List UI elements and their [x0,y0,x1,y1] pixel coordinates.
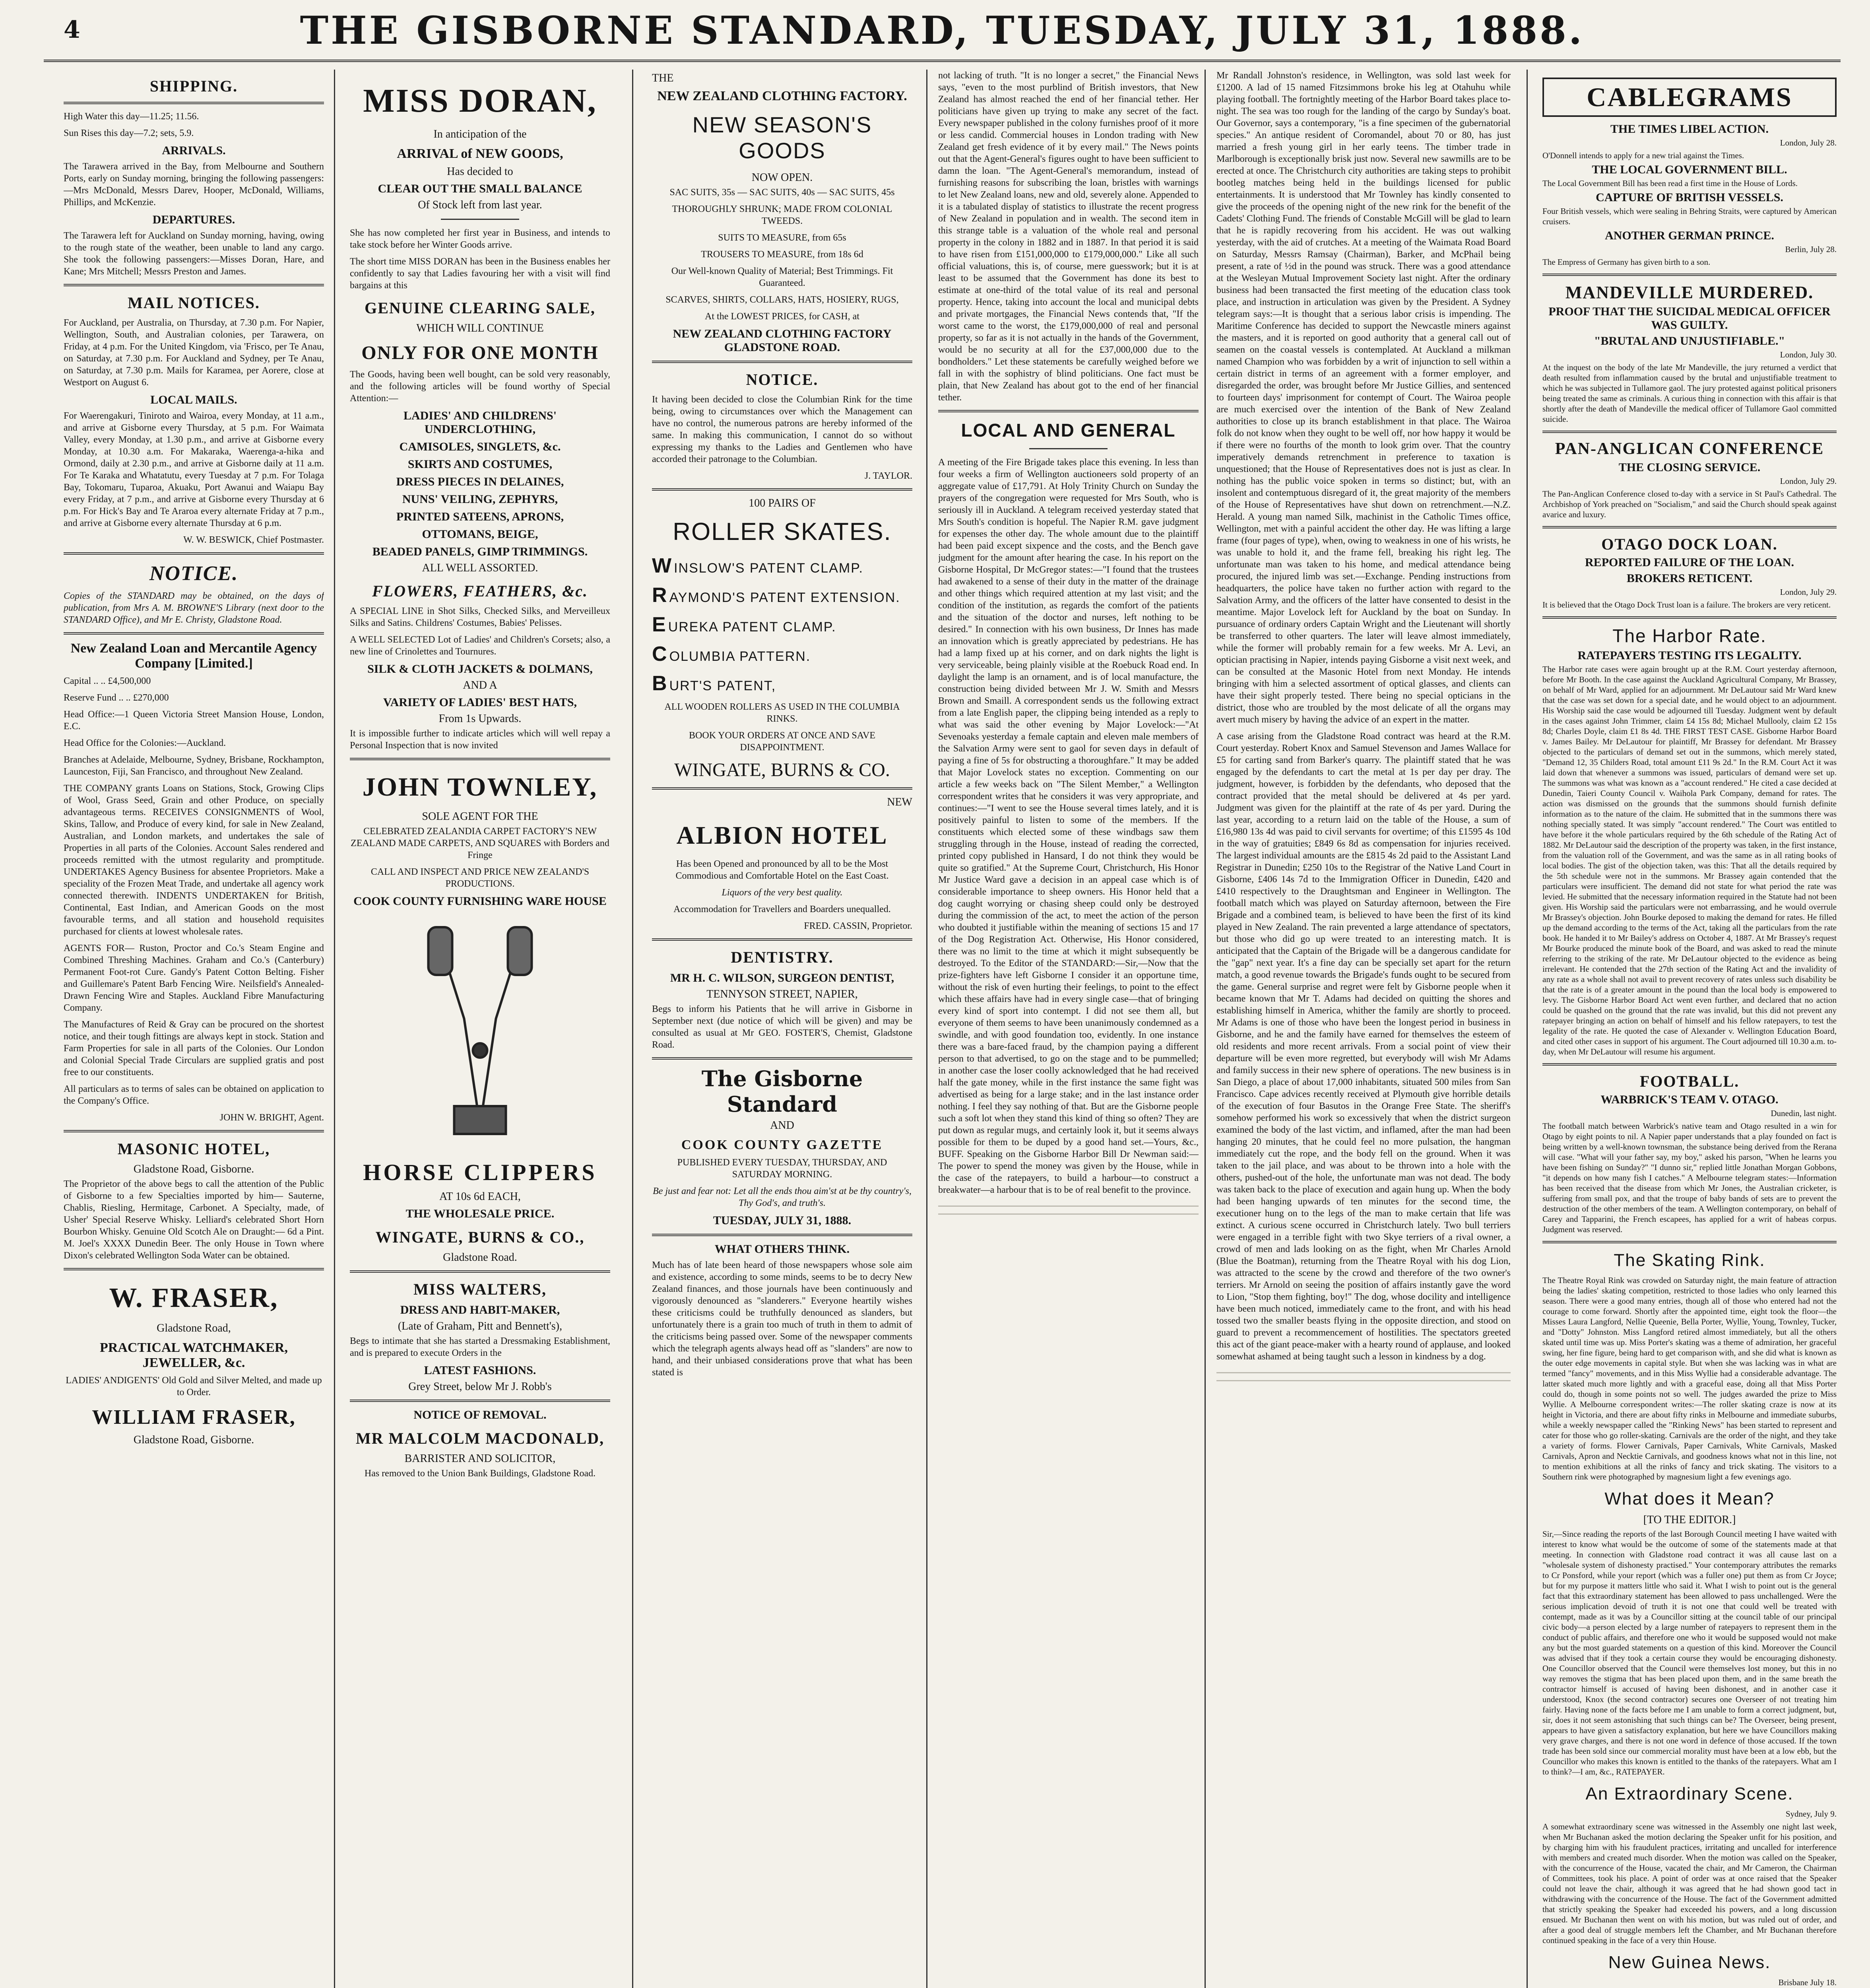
clipper-grip-right [508,927,532,975]
masonic-text: The Proprietor of the above begs to call the attention of the Public of Gisborne to a few Specialties imported by him— Sauterne, Chablis, Riesling, Hermitage, Carbonet. A Specialty, made, of Usher' Special Reserve Whisky. Lelliard's celebrated Short Horn Bourbon Whisky. Genuine Old Scotch Ale on Draught:— 6d a Pint. M. Joel's XXXX Dunedin Beer. The only House in Town where Dixon's celebrated Wellington Soda Water can be obtained. [64,1179,324,1261]
divider [64,632,324,635]
guinea-dateline: Brisbane July 18. [1778,1978,1837,1987]
doran-clear: CLEAR OUT THE SMALL BALANCE [378,182,582,195]
nzcf-the: THE [652,72,674,84]
notice-text: Copies of the STANDARD may be obtained, on the days of publication, from Mrs A. M. BROWNE'S Library (next door to the STANDARD Office), and Mr E. Christy, Gladstone Road. [64,591,324,625]
goods-item: CAMISOLES, SINGLETS, &c. [399,440,561,453]
text-continuation [938,1201,1199,1217]
macdonald-heading: MR MALCOLM MACDONALD, [355,1429,605,1447]
dentist-text: Begs to inform his Patients that he will arrive in Gisborne in September next (due notice of which will be given) and may be consulted as usual at Mr GEO. FOSTER'S, Chemist, Gladstone Road. [652,1004,912,1050]
clipper-grip-left [429,927,452,975]
walters-trade: DRESS AND HABIT-MAKER, [400,1303,560,1316]
extraordinary-dateline: Sydney, July 9. [1785,1809,1837,1819]
mean-heading: What does it Mean? [1604,1489,1775,1508]
from-price: From 1s Upwards. [438,712,522,725]
walters-fashions: LATEST FASHIONS. [424,1364,536,1377]
townley-call: CALL AND INSPECT AND PRICE NEW ZEALAND'S PRODUCTIONS. [371,867,590,889]
nzl-heading: New Zealand Loan and Mercantile Agency Company [Limited.] [70,641,317,671]
nzl-head-office: Head Office:—1 Queen Victoria Street Mansion House, London, E.C. [64,709,324,732]
dentistry-heading: DENTISTRY. [731,948,834,966]
nzl-capital: Capital .. .. £4,500,000 [64,676,151,686]
townley-heading: JOHN TOWNLEY, [362,773,598,802]
mandeville-text: At the inquest on the body of the late Mr Mandeville, the jury returned a verdict that death resulted from inflammation caused by the brutal and unjustifiable treatment to which he was subjected in Tullamore gaol. The jury protested against political prisoners being treated the same as criminals. A curious thing in connection with this affair is that shortly after the death of Mandeville the medical officer of Tullamore Gaol committed suicide. [1542,363,1837,424]
local-items-b: A case arising from the Gladstone Road contract was heard at the R.M. Court yesterday. Robert Knox and Samuel Stevenson and James Wallace for £5 for carting sand from Barker's quarry. The plaintiff stated that he was engaged by the defendants to cart the metal at 1s per day per dray. The judgment, however, is forbidden by the defendants, who deposed that the contract provided that the metal should be delivered at 4s per yard. Judgment was given for the plaintiff at the rate of 4s per yard. During the last year, according to a return laid on the table of the House, a sum of £16,980 13s 4d was paid to civil servants for overtime; of this £1595 4s 10d in the way of gratuities; £849 6s 8d as compensation for injuries received. The largest individual amounts are the £815 4s 2d paid to the Assistant Land Registrar in Dunedin; £250 10s to the Registrar of the Native Land Court in Gisborne, £406 14s 7d to the Immigration Officer in Dunedin, £420 and £410 respectively to the Draughtsman and Engineer in Wellington. The football match which was played on Saturday afternoon, between the Fire Brigade and a combined team, is believed to have been the first of its kind played in New Zealand. The rain prevented a large attendance of spectators, but those who did go up were treated to an interesting match. It is anticipated that the Captain of the Brigade will be a dangerous candidate for the "gap" next year. It's a fine day can be specially set apart for the return match, a good revenue towards the Brigade's funds ought to be secured from the game. General surprise and regret were felt by Gisborne people when it became known that Mr T. Adams had decided on quitting the shores and establishing himself in America, whither the family are shortly to proceed. Mr Adams is one of those who have been the longest period in business in Gisborne, and he and the family have earned for themselves the esteem of old residents and more recent arrivals. From a social point of view their departure will be even more regretted, but everybody will wish Mr Adams and family success in their new sphere of operations. The new business is in San Diego, a place of about 17,000 inhabitants, situated 500 miles from San Francisco. Cape advices recently received at Plymouth give horrible details of the execution of four Basutos in the Orange Free State. The sheriff's somehow performed his work so excessively that when the district surgeon examined the body of the last victim, and inflamed, after the man had been hanging 20 minutes, that he could feel no more pulsation, the hangman immediately cut the rope, and the body fell on the ground. When it was taken to the jail place, and was about to be thrown into a hole with the others, pushed-out of the hole, the unfortunate man was not dead. The body was taken back to the place of execution and again hung up. When the body had been hanging upwards of ten minutes for the second time, the executioner hung on to the legs of the man to make certain that life was extinct. A curious scene occurred in Christchurch lately. Two bull terriers were engaged in a terrible fight with two Skye terriers of a rival owner, a crowd of men and lads looking on as the fight, when Mr Charles Arnold (Blue the Boatman), returning from the Theatre Royal with his dog Lion, was attracted to the scene by the crowd and therefore of the two owner's terriers. Mr Arnold on seeing the position of affairs instantly gave the word to Lion, "Stop them fighting, boy!" The dog, whose docility and intelligence have been much noticed, immediately came to the front, and with his head tossed two the smaller beasts flying in the opposite direction, and stood on guard to prevent a recommencement of hostilities. The spectators greeted this act of the giant peace-maker with a hearty round of applause, and looked somewhat ashamed at being taught such a lesson in kindness by a dog. [1216,731,1511,1362]
nzl-colonies-office: Head Office for the Colonies:—Auckland. [64,738,226,748]
masonic-sub: Gladstone Road, Gisborne. [133,1163,254,1175]
skate-label: INSLOW'S PATENT CLAMP. [674,561,863,576]
albion-liquors: Liquors of the very best quality. [722,887,843,898]
divider [64,552,324,555]
column-local-continued [1216,70,1511,1988]
wingate-heading: WINGATE, BURNS & CO., [375,1228,585,1246]
divider [1542,526,1837,528]
skate-type [652,672,912,695]
variety-heading: VARIETY OF LADIES' BEST HATS, [383,696,577,709]
roller-skates-heading: ROLLER SKATES. [673,518,892,546]
doran-heading: MISS DORAN, [363,82,597,119]
departures-text: The Tarawera left for Auckland on Sunday morning, having, owing to the rough state of the weather, been unable to land any cargo. She took the following passengers:—Misses Doran, Hare, and Kane; Mrs Mitchell; Messrs Preston and James. [64,231,324,277]
albion-accommodation: Accommodation for Travellers and Boarders unequalled. [673,904,891,914]
fraser-heading: W. FRASER, [109,1283,279,1313]
divider [350,1270,610,1273]
divider [1029,448,1108,449]
skate-label: AYMOND'S PATENT EXTENSION. [669,590,900,605]
column-advertisements-b [652,70,912,1988]
doran-arrival: ARRIVAL of NEW GOODS, [397,146,563,161]
divider [1542,616,1837,619]
skate-initial: B [652,672,668,695]
doran-decided: Has decided to [447,165,513,178]
wellknown-quality: Our Well-known Quality of Material; Best Trimmings. Fit Guaranteed. [671,266,893,288]
mean-text: Sir,—Since reading the reports of the last Borough Council meeting I have waited with interest to know what would be the outcome of some of the statements made at that meeting. In connection with Gladstone road contract it was all cause last on a "wholesale system of dishonesty practised." Your contemporary attributes the remarks to Cr Ponsford, while your report (which was a fuller one) put them as from Cr Joyce; but for my purpose it matters little who said it. What I wish to point out is the general fact that this extraordinary statement has been allowed to pass unchallenged. Were the serious implication devoid of truth it is not one that could well be treated with contempt, made as it was by a Councillor sitting at the council table of our principal civic body—a person elected by a large number of ratepayers to represent them in the conduct of public affairs, and therefore one who it would be supposed would not make any but the most guarded statements on a question of this kind. Moreover the Council was advised that if they took a certain course they would be encouraging dishonesty. One Councillor observed that the Council were themselves lost money, but this in no way removes the stigma that has been placed upon them, and in the same breath the contractor himself is accused of having been dishonest, and in another case it understood, Knox (the second contractor) secures one Overseer of not treating him fairly. Having none of the facts before me I am unable to form a correct judgment, but, sir, does it not seem astonishing that such things can be? The Overseer, being present, appears to have given a satisfactory explanation, but here we have Councillors making very grave charges, and there is not one word in defence of those accused. If the town trade has been sold since our commercial morality must have been at a low ebb, but the Councillor who makes this known is entitled to the thanks of the ratepayers. What am I to think?—I am, &c., RATEPAYER. [1542,1529,1837,1776]
albion-signoff: FRED. CASSIN, Proprietor. [804,921,912,931]
macdonald-trade: BARRISTER AND SOLICITOR, [404,1452,556,1465]
removal-heading: NOTICE OF REMOVAL. [413,1408,547,1421]
all-well: ALL WELL ASSORTED. [422,562,538,574]
goods-item: PRINTED SATEENS, APRONS, [396,510,564,523]
rink-text: The Theatre Royal Rink was crowded on Saturday night, the main feature of attraction being the ladies' skating competition, restricted to those ladies who only learned this season. There were a good many entries, though all of those who entered had not the courage to come forward. Shortly after the appointed time, eight took the floor—the Misses Laura Langford, Nellie Queenie, Bella Porter, Wyllie, Young, Townley, Tucker, and "Dotty" Johnston. Miss Langford retired almost immediately, but all the others skated until time was up. Miss Porter's skating was a theme of admiration, her graceful swing, her fine figure, being hard to get comparison with, and she did what is known as the outer edge movements in capital style. But when she was lacking was in what are termed "fancy" movements, and in this Miss Wyllie had a considerable advantage. The latter skated much more lightly and with a graceful ease, doing all that Miss Porter could do, though in some points not so well. The judges awarded the prize to Miss Wyllie. A Melbourne correspondent writes:—The roller skating craze is now at its height in Victoria, and there are about fifty rinks in Melbourne and immediate suburbs, while a weekly newspaper called the "Rinking News" has been started to represent and cater for those who go roller-skating. Carnivals are the order of the night, and they take a variety of forms. Flower Carnivals, Paper Carnivals, White Carnivals, Masked Carnivals, Apron and Necktie Carnivals, and goodness knows what not in this line, not to mention exhibitions at all the rinks of fancy and trick skating. The visitors to a Southern rink were photographed by magnesium light a few evenings ago. [1542,1276,1837,1481]
skate-initial: C [652,643,668,666]
goods-item: NUNS' VEILING, ZEPHYRS, [402,493,558,506]
column-cablegrams [1542,70,1837,1988]
football-sub: WARBRICK'S TEAM V. OTAGO. [1600,1093,1779,1106]
townley-depot: COOK COUNTY FURNISHING WARE HOUSE [353,895,607,908]
paper-nameplate: The Gisborne Standard [701,1066,863,1117]
otago-dateline: London, July 29. [1780,587,1837,597]
clipper-pivot [473,1043,487,1058]
libel-heading: THE TIMES LIBEL ACTION. [1610,122,1769,136]
albion-text: Has been Opened and pronounced by all to be the Most Commodious and Comfortable Hotel on the East Coast. [675,859,889,881]
albion-heading: ALBION HOTEL [676,821,888,849]
skate-initial: W [652,554,673,577]
shrunk-note: THOROUGHLY SHRUNK; MADE FROM COLONIAL TWEEDS. [672,204,892,226]
rink-heading: The Skating Rink. [1614,1250,1765,1270]
shipping-heading: SHIPPING. [149,77,238,95]
anglican-dateline: London, July 29. [1780,476,1837,486]
mail-text: For Auckland, per Australia, on Thursday, at 7.30 p.m. For Napier, Wellington, South, and Australian colonies, per Tarawera, on Friday, at 4 p.m. For the United Kingdom, via 'Frisco, per Te Anau, on Saturday, at 7.30 p.m. For Auckland and Sydney, per Te Anau, on Saturday, at 7.30 p.m. Mails for Karamea, per Aorere, close at Westport on August 6. [64,318,324,388]
book-orders: BOOK YOUR ORDERS AT ONCE AND SAVE DISAPPOINTMENT. [689,730,875,753]
masonic-heading: MASONIC HOTEL, [117,1140,270,1158]
walters-text: Begs to intimate that she has started a Dressmaking Establishment, and is prepared to execute Orders in the [350,1336,610,1358]
lgb-heading: THE LOCAL GOVERNMENT BILL. [1592,163,1787,176]
text-continuation [1216,1367,1511,1383]
clippers-price: AT 10s 6d EACH, [439,1190,521,1203]
divider [350,758,610,760]
harbor-sub: RATEPAYERS TESTING ITS LEGALITY. [1577,649,1802,662]
nzcf-address: NEW ZEALAND CLOTHING FACTORY GLADSTONE ROAD. [673,327,892,354]
otago-text: It is believed that the Otago Dock Trust loan is a failure. The brokers are very reticent. [1542,600,1831,610]
pairs-label: 100 PAIRS OF [749,497,816,509]
anglican-text: The Pan-Anglican Conference closed to-day with a service in St Paul's Cathedral. The Archbishop of York preached on "Socialism," and said the Church should speak against avarice and luxury. [1542,489,1837,519]
townley-agent: SOLE AGENT FOR THE [422,810,538,823]
impossible-text: It is impossible further to indicate articles which will well repay a Personal Inspection that is now invited [350,728,610,751]
dentist-name: MR H. C. WILSON, SURGEON DENTIST, [670,971,894,984]
column-rule [1527,70,1528,1988]
anglican-sub: THE CLOSING SERVICE. [1618,461,1761,474]
harbor-text: The Harbor rate cases were again brought up at the R.M. Court yesterday afternoon, before Mr Booth. In the case against the Auckland Agricultural Company, Mr Brassey, on behalf of Mr Ward, applied for an adjournment. Mr DeLautour said Mr Ward knew that the case was set down for a special date, and he would object to an adjournment. His Worship said the case would be adjourned till Tuesday. Judgment went by default in the cases against John Trimmer, claim £4 15s 8d; Michael Mullooly, claim £2 15s 8d; Charles Doyle, claim £1 8s 4d. THE FIRST TEST CASE. Gisborne Harbor Board v. James Bailey. Mr DeLautour for plaintiff, Mr Brassey for defendant. Mr Brassey objected to the particulars of demand set out in the summons, which merely stated, "Demand 12, 35 Childers Road, total amount £11 9s 2d." In the R.M. Court Act it was laid down that whenever a summons was issued, particulars of demand were set up. The summons was what was known as a "account rendered." He cited a case decided at Dunedin, Taieri County Council v. Waihola Park Company, demand for rates. The action was dismissed on the grounds that the summons should furnish definite information as to the nature of the claim. He submitted that in the summons there was nothing specially stated. It was simply "account rendered." The Court was entitled to have before it the whole particulars required by the 6th schedule of the Rating Act of 1882. Mr DeLautour said the description of the property was taken, in the first instance, from the valuation roll of the Government, and was the same as in all rating books of local bodies. The gist of the objection taken, was this: That all the details required by the 5th schedule were not in the summons. Mr Brassey again contended that the particulars were insufficient. The demand did not state for what period the rate was levied. He submitted that the necessary information required in the Statute had not been given. His Worship said the particulars were not embarrassing, and he would overrule Mr Brassey's objection. John Bourke deposed to making the demand for rates. He filled up the demand according to the terms of the Act, taking all the particulars from the rate book. He handed it to Mr Bailey's address on October 4, 1887. At Mr Brassey's request Mr Bourke produced the minute book of the Board, and was asked to read the minute referring to the striking of the rate. Mr DeLautour objected to the evidence as being irrelevant. He contended that the 27th section of the Rating Act and the invalidity of any rate as a whole shall not avail to prevent recovery of rates unless such disability be that the rate is of a greater amount in the pound than the local body is empowered to levy. The Gisborne Harbor Board Act went even further, and declared that no action could be quashed on the ground that the rate was invalid, but this did not prevent any ratepayer bringing an action on behalf of himself and his fellow ratepayers, to test the legality of the rate. He quoted the case of Alexander v. Wellington Education Board, and cited other cases in support of his argument. The Court adjourned till 10.30 a.m. to-day, when Mr DeLautour will resume his argument. [1542,664,1837,1056]
goods-item: OTTOMANS, BEIGE, [422,528,538,541]
albion-new: NEW [887,796,912,808]
divider [652,787,912,790]
nzl-reserve: Reserve Fund .. .. £270,000 [64,693,169,703]
nzl-manufactures: The Manufactures of Reid & Gray can be procured on the shortest notice, and their tough fittings are always kept in stock. Station and Farm Properties for sale in all parts of the Colonies. Our London and Colonial Special Trade Circulars are supplied gratis and post free to our constituents. [64,1019,324,1077]
divider [938,410,1199,412]
column-shipping-notices [64,70,324,1988]
skate-type [652,583,912,607]
divider [64,284,324,286]
clearing-sale: GENUINE CLEARING SALE, [365,299,596,317]
new-season-heading: NEW SEASON'S GOODS [692,112,872,163]
divider [64,1130,324,1132]
divider [1542,1241,1837,1243]
prince-text: The Empress of Germany has given birth to a son. [1542,257,1711,267]
suits-line: SAC SUITS, 35s — SAC SUITS, 40s — SAC SUITS, 45s [669,187,895,198]
nzcf-name: NEW ZEALAND CLOTHING FACTORY. [657,89,907,103]
flowers-heading: FLOWERS, FEATHERS, &c. [372,582,588,600]
mandeville-sub: PROOF THAT THE SUICIDAL MEDICAL OFFICER WAS GUILTY. [1548,305,1831,332]
goods-item: BEADED PANELS, GIMP TRIMMINGS. [372,545,588,558]
goods-list: SCARVES, SHIRTS, COLLARS, HATS, HOSIERY, RUGS, [665,295,899,305]
column-editorial-local [938,70,1199,1988]
mandeville-dateline: London, July 30. [1780,350,1837,359]
column-advertisements-a [350,70,610,1988]
arrivals-heading: ARRIVALS. [162,144,226,157]
mail-notices-heading: MAIL NOTICES. [128,294,260,312]
clipper-blade-head [454,1106,506,1134]
otago-sub: REPORTED FAILURE OF THE LOAN. [1585,556,1794,569]
divider [652,938,912,941]
divider [1542,1063,1837,1066]
divider [441,219,519,220]
divider [64,102,324,104]
clippers-wholesale: THE WHOLESALE PRICE. [405,1207,555,1220]
continue-label: WHICH WILL CONTINUE [416,322,544,334]
prince-heading: ANOTHER GERMAN PRINCE. [1605,229,1774,242]
sun-times: Sun Rises this day—7.2; sets, 5.9. [64,128,194,138]
lowest-prices: At the LOWEST PRICES, for CASH, at [705,311,859,322]
column-rule [334,70,335,1988]
newspaper-title: THE GISBORNE STANDARD, TUESDAY, JULY 31, 1888. [300,8,1585,53]
divider [652,488,912,491]
one-month: ONLY FOR ONE MONTH [361,342,599,363]
divider [652,1057,912,1060]
goods-item: SKIRTS AND COSTUMES, [407,458,553,471]
divider [652,361,912,363]
fraser-trade: PRACTICAL WATCHMAKER, JEWELLER, &c. [100,1340,288,1370]
wingate-address: Gladstone Road. [443,1251,517,1264]
goods-item: LADIES' AND CHILDRENS' UNDERCLOTHING, [403,409,557,436]
capture-heading: CAPTURE OF BRITISH VESSELS. [1596,191,1783,204]
skate-initial: E [652,613,667,636]
skate-type [652,554,912,578]
fraser-address: Gladstone Road, Gisborne. [133,1434,254,1446]
skate-type [652,613,912,637]
extraordinary-heading: An Extraordinary Scene. [1585,1784,1794,1804]
all-wooden: ALL WOODEN ROLLERS AS USED IN THE COLUMBIA RINKS. [664,702,900,724]
mail-signoff: W. W. BESWICK, Chief Postmaster. [183,535,324,545]
local-items-a: Mr Randall Johnston's residence, in Wellington, was sold last week for £1200. A lad of 15 named Fitzsimmons broke his leg at Otahuhu while playing football. The fortnightly meeting of the Harbor Board takes place to-night. The sea was too rough for the landing of the cargo by Sunday's boat. Our Governor, says a contemporary, "is a fine specimen of the gubernatorial species." An antique resident of Coromandel, about 70 or 80, has just married a fresh young girl in her early teens. The timber trade in Marlborough is exceptionally brisk just now. Several new sawmills are to be erected at once. The Christchurch city authorities are taking steps to prohibit bootleg matches being held in the buildings licensed for public entertainments. It is understood that Mr Townley has kindly consented to give the proceeds of the opening night of the new rink for the benefit of the Cadets' Clothing Fund. The friends of Constable McGill will be glad to learn that he is rapidly recovering from his accident. He was out walking yesterday, with the aid of crutches. At a meeting of the Waimata Road Board on Saturday, Messrs Ramsay (Chairman), Barker, and McPhail being present, a rate of ½d in the pound was struck. There was a good attendance at the Wesleyan Mutual Improvement Society last night. After the ordinary business had been transacted the first meeting of the education class took place, and instruction in articulation was given by the President. A Sydney telegram says:—It is thought that a serious labor crisis is impending. The Maritime Conference has decided to support the Newcastle miners against the masters, and it is reported on good authority that a general call out of seamen on the coastal vessels is contemplated. At Auckland a milkman named Champion who was forbidden by a writ of injunction to sell within a certain district in terms of an agreement with a former employer, and disregarded the order, was brought before Mr Justice Gillies, and sentenced to fourteen days' imprisonment for contempt of Court. The Wairoa people are much exercised over the intention of the Bank of New Zealand authorities to close up its branch establishment in that place. The Wairoa folk do not know when they ought to be well off, nor how happy it would be if there were no fourths of the month to look grim over. That the country imperatively demands retrenchment in preference to taxation is unquestioned; that the House of Representatives does not is just as clear. In nothing has the public voice spoken in terms so distinct; but, with an insolent and contemptuous disregard of it, the great majority of the members of the House of Representatives have shut down on retrenchment.—N.Z. Herald. A young man named Silk, machinist in the Catholic Times office, Wellington, met with a painful accident the other day. He was lifting a large frame (four pages of type), when, owing to weakness in one of his wrists, he was unable to hold it, and the frame fell, breaking his right leg. The unfortunate man was taken to his home, and medical attendance being procured, the injured limb was set.—Exchange. Pending instructions from headquarters, the police have taken no further action with regard to the Salvation Army, and the officers of the latter have consented to desist in the meantime. Major Lovelock left for Auckland by the boat on Sunday. In pursuance of ordinary orders Captain Wright and the Lieutenant will shortly be transferred to other quarters. The later will leave almost immediately, while the former will probably remain for a few weeks. Mr A. Levi, an optician practising in Napier, intends paying Gisborne a visit next week, and can be consulted at the Masonic Hotel from next Monday. He intends bringing with him a selected assortment of optical glasses, and clients can have their sight properly tested. There being no special opticians in the district, those who are troubled by the most delicate of all the organs may avert much misery by having the advice of an expert in the matter. [1216,70,1511,725]
extraordinary-text: A somewhat extraordinary scene was witnessed in the Assembly one night last week, when Mr Buchanan asked the motion declaring the Speaker unfit for his position, and by charging him with his fraudulent practices, irritating and uncalled for interference with members and created much disorder. When the motion was called on the Speaker, with the concurrence of the House, vacated the chair, and Mr Cameron, the Chairman of Committees, took his place. A point of order was at once raised that the Speaker could not leave the chair, although it was agreed that he had shown good tact in withdrawing with the concurrence of the House. The fact of the Government admitted that strictly speaking the Speaker had exceeded his powers, and a long discussion ensued. Mr Buchanan then went on with his motion, but was ruled out of order, and after a good deal of struggle members left the Chamber, and Mr Buchanan therefore continued speaking in the face of a very thin House. [1542,1822,1837,1945]
libel-text: O'Donnell intends to apply for a new trial against the Times. [1542,151,1744,160]
skate-label: URT'S PATENT, [669,678,776,693]
divider [1542,274,1837,276]
mandeville-heading: MANDEVILLE MURDERED. [1565,283,1814,302]
wingate-burns: WINGATE, BURNS & CO. [674,759,890,780]
editorial-text: Much has of late been heard of those newspapers whose sole aim and existence, according to some minds, seems to be to decry New Zealand finances, and those journals have been continuously and vigorously denounced as "slanderers." Everyone heartily wishes these criticisms could be truthfully denounced as slanders, but unfortunately there is a grain too much of truth in them to admit of the criticisms being passed over. Some of the newspaper comments which the telegraph agents always head off as "slanders" are now to hand, and their unbiased considerations prove that what has been stated is [652,1260,912,1378]
football-heading: FOOTBALL. [1639,1072,1740,1090]
divider [1542,431,1837,433]
guinea-heading: New Guinea News. [1608,1953,1771,1972]
anglican-heading: PAN-ANGLICAN CONFERENCE [1555,440,1824,458]
rink-notice-heading: NOTICE. [746,371,819,388]
paper-motto: Be just and fear not: Let all the ends thou aim'st at be thy country's, Thy God's, and truth's. [653,1186,912,1208]
silk-and: AND A [463,679,497,691]
column-rule [1205,70,1206,1988]
walters-late: (Late of Graham, Pitt and Bennett's), [398,1320,563,1332]
macdonald-text: Has removed to the Union Bank Buildings, Gladstone Road. [364,1468,596,1479]
walters-address: Grey Street, below Mr J. Robb's [408,1380,552,1393]
nzl-branches: Branches at Adelaide, Melbourne, Sydney, Brisbane, Rockhampton, Launceston, Fiji, San Francisco, and throughout New Zealand. [64,755,324,777]
nzl-text: THE COMPANY grants Loans on Stations, Stock, Growing Clips of Wool, Grass Seed, Grain and other Produce, on specially advantageous terms. RECEIVES CONSIGNMENTS of Wool, Skins, Tallow, and Produce of every kind, for sale in New Zealand, Australian, and London markets, and undertakes the sale of Properties in all parts of the Colonies. Account Sales rendered and proceeds remitted with the utmost regularity and promptitude. UNDERTAKES Agency Business for absentee Proprietors. Make a speciality of the Frozen Meat Trade, and undertake all agency work connected therewith. INDENTS UNDERTAKEN for British, Continental, East Indian, and American Goods on the most favourable terms, and all station and household requisites purchased for clients at lowest wholesale rates. [64,783,324,937]
prince-dateline: Berlin, July 28. [1785,245,1837,254]
doran-stock: Of Stock left from last year. [418,199,542,211]
mean-sub: [TO THE EDITOR.] [1643,1514,1736,1526]
page-number: 4 [64,16,80,44]
nzl-consignment: All particulars as to terms of sales can be obtained on application to the Company's Office. [64,1084,324,1106]
skate-initial: R [652,584,668,607]
fraser-signoff: WILLIAM FRASER, [92,1406,296,1429]
fraser-text: LADIES' ANDIGENTS' Old Gold and Silver Melted, and made up to Order. [66,1375,322,1398]
doran-text: She has now completed her first year in Business, and intends to take stock before her Winter Goods arrive. [350,228,610,250]
paper-subtitle: COOK COUNTY GAZETTE [681,1138,883,1152]
walters-heading: MISS WALTERS, [413,1280,547,1298]
dentist-street: TENNYSON STREET, NAPIER, [706,988,858,1000]
divider [652,1234,912,1236]
fraser-sub: Gladstone Road, [157,1322,231,1334]
skate-type [652,642,912,666]
doran-intro: In anticipation of the [433,128,527,140]
local-general-text: A meeting of the Fire Brigade takes place this evening. In less than four weeks a firm of Wellington auctioneers sold property of an aggregate value of £17,791. At Holy Trinity Church on Sunday the prayers of the congregation were requested for Mrs South, who is seriously ill in Auckland. A telegram received yesterday stated that Mrs South's condition is hopeful. The Napier R.M. gave judgment for expenses the other day. The whole amount due to the plaintiff had been paid except sixpence and the costs, and the Bench gave judgment for the amount after hearing the case. In his report on the Gisborne Hospital, Dr McGregor states:—"I found that the trustees had awakened to a sense of their duty in the matter of the drainage and other things which required attention at my last visit; and the condition of the institution, as regards the comfort of the patients and the situation of the doctor and nurses, left nothing to be desired." In connection with his own business, Dr Innes has made an innovation which is greatly appreciated by pedestrians. He has had a lamp fixed up at his corner, and on dark nights the light is very serviceable, being plainly visible at the Roebuck Road end. In daylight the lamp is an ornament, and is of local manufacture, the construction being divided between Mr J. W. Smith and Messrs Brown and Smaill. A correspondent sends us the following extract from a late English paper, the clipping being intended as a reply to what was said the other evening by Major Lovelock:—"At Sevenoaks yesterday a female captain and eleven male members of the Salvation Army were sent to gaol for seven days in default of paying a fine of 5s for obstructing a thoroughfare." It may be added that Major Lovelock states no exception. Commenting on our article a few weeks back on "The Silent Member," a Wellington correspondent writes that he considers it was very appropriate, and continues:—"I went to see the House several times lately, and it is positively painful to listen to some of the members. If the constituents which elected some of these windbags saw them struggling through in the House, instead of reading the corrected, printed copy published in Hansard, I do not think they would be quite so gratified." At the Supreme Court, Christchurch, His Honor Mr Justice Ward gave a decision in an appeal case which is of considerable importance to sheep owners. His Honor held that a dog caught worrying or chasing sheep could only be destroyed during the commission of the act, to meet the action of the person who doubted it justifiable within the meaning of sections 15 and 17 of the Dog Registration Act. Otherwise, His Honor considered, there was no limit to the time at which it might subsequently be destroyed. To the Editor of the STANDARD:—Sir,—Now that the prize-fighters have left Gisborne I consider it an opportune time, without the risk of even hurting their feelings, to point to the effect which these affairs have had in every single case—that of bringing every kind of sport into contempt. I did not see them all, but everyone of them seems to have been unanimously condemned as a swindle, and with good foundation too, evidently. In one instance there was a bare-faced fraud, by the champion paying a different person to that advertised, to go on the stage and to be pummelled; in another case the loser coolly acknowledged that he had received half the gate money, while in the first instance the same fight was advertised as being for a large stake; and in the last instance order nothing. I feel they say nothing of that. But are the Gisborne people such a soft lot when they stand this kind of thing so often? They are put down as regular mugs, and certainly look it, but it seems always possible for them to be duped by a good hand set.—Yours, &c., BUFF. Speaking on the Gisborne Harbor Bill Dr Newman said:—The power to spend the money was given by the House, while in the case of the ratepayers, to build a harbour—to construct a breakwater—a harbour that is to be of real benefit to the province. [938,457,1199,1195]
high-water: High Water this day—11.25; 11.56. [64,111,199,122]
masthead [44,0,1841,62]
rink-notice-signoff: J. TAYLOR. [864,471,912,481]
doran-short: The short time MISS DORAN has been in the Business enables her confidently to say that Ladies favouring her with a visit will find bargains at this [350,256,610,291]
silk-heading: SILK & CLOTH JACKETS & DOLMANS, [367,662,593,676]
libel-dateline: London, July 28. [1780,138,1837,148]
townley-text: CELEBRATED ZEALANDIA CARPET FACTORY'S NEW ZEALAND MADE CARPETS, AND SQUARES with Borders and Fringe [351,826,609,860]
published-note: PUBLISHED EVERY TUESDAY, THURSDAY, AND SATURDAY MORNING. [677,1157,887,1180]
local-general-heading: LOCAL AND GENERAL [961,420,1176,441]
skate-label: UREKA PATENT CLAMP. [668,619,836,635]
well-selected: A WELL SELECTED Lot of Ladies' and Children's Corsets; also, a new line of Crinolettes and Tournures. [350,635,610,657]
notice-heading: NOTICE. [149,562,239,585]
arrivals-text: The Tarawera arrived in the Bay, from Melbourne and Southern Ports, early on Sunday morning, bringing the following passengers:—Mrs McDonald, Messrs Darev, Hooper, McDonald, Williams, Phillips, and McKenzie. [64,161,324,208]
divider [64,1268,324,1270]
nzl-signoff: JOHN W. BRIGHT, Agent. [219,1112,324,1123]
local-mails-heading: LOCAL MAILS. [150,393,237,406]
paper-and: AND [770,1119,794,1132]
cablegrams-heading: CABLEGRAMS [1542,78,1837,117]
divider [350,1400,610,1402]
special-line: A SPECIAL LINE in Shot Silks, Checked Silks, and Merveilleux Silks and Satins. Childrens' Costumes, Babies' Pelisses. [350,606,610,628]
otago-sub2: BROKERS RETICENT. [1626,572,1753,585]
football-text: The football match between Warbrick's native team and Otago resulted in a win for Otago by eight points to nil. A Napier paper understands that a play founded on fact is being written by a well-known townsman, the substance being derived from the Rerana will case. "What will your father say, my boy," asked his parson, "When he learns you have been fishing on Sunday?" "I dunno sir," replied little Jonathan Morgan Gobbons, "it depends on how many fish I catches." A Melbourne telegram states:—Information has been received that the disease from which Mr Jones, the Australian cricketer, is suffering from small pox, and that the troupe of baby bands of sets are to prevent the destruction of the other members of the team. A Wellington contemporary, on behalf of Carey and Tapparini, the French escapees, has applied for a writ of habeas corpus. Judgment was reserved. [1542,1121,1837,1234]
now-open: NOW OPEN. [751,171,813,184]
skate-label: OLUMBIA PATTERN. [669,649,811,664]
nzl-agents: AGENTS FOR— Ruston, Proctor and Co.'s Steam Engine and Combined Threshing Machines. Graham and Co.'s (Canterbury) Permanent Foot-rot Cure. Gandy's Patent Cotton Belting. Fisher and Guillemare's Patent Barb Fencing Wire. Neilsfield's Annealed-Drawn Fencing Wire and Staples. Auckland Fibre Manufacturing Company. [64,943,324,1013]
capture-text: Four British vessels, which were sealing in Behring Straits, were captured by American cruisers. [1542,206,1837,226]
goods-item: DRESS PIECES IN DELAINES, [396,475,564,488]
trousers-measure: TROUSERS TO MEASURE, from 18s 6d [701,249,863,260]
clippers-heading: HORSE CLIPPERS [363,1159,597,1185]
suits-measure: SUITS TO MEASURE, from 65s [718,233,846,243]
football-dateline: Dunedin, last night. [1771,1109,1837,1118]
editorial-heading: WHAT OTHERS THINK. [714,1242,850,1256]
issue-date: TUESDAY, JULY 31, 1888. [713,1214,852,1227]
rink-notice-text: It having been decided to close the Columbian Rink for the time being, owing to circumstances over which the Management can have no control, the numerous patrons are hereby informed of the same. In making this communication, I cannot do so without expressing my thanks to the Ladies and Gentlemen who have accorded their patronage to the Columbian. [652,394,912,464]
editorial-continued: not lacking of truth. "It is no longer a secret," the Financial News says, "even to the most purblind of British investors, that New Zealand has almost reached the end of her financial tether. Her politicians have given up trying to make any secret of the fact. Every newspaper published in the colony furnishes proof of it more or less candid. Commercial houses in London trading with New Zealand get fresh evidence of it by every mail." The News points out that the Agent-General's figures ought to have been sufficient to damn the loan. "The Agent-General's memorandum, instead of furnishing reasons for subscribing the loan, bristles with warnings to let New Zealand loans, new and old, severely alone. Appended to it is a tabulated display of statistics to illustrate the recent progress of New Zealand in population and in wealth. The second item in this strange table is a valuation of the whole real and personal property in the colony in 1882 and in 1887. In that period it is said to have risen from £151,000,000 to £179,000,000." Like all such official valuations, this is, of course, mere guesswork; but it is at least to be assumed that the Government has done its best to estimate at one-third of the total value of its real and personal property. Hence, taking into account the local and municipal debts and private mortgages, the Financial News contends that, "If the worst came to the worst, the £179,000,000 of real and personal property, so far as it is not actually in the hands of the Government, would be no security at all for the £37,000,000 due to the bondholders." Let these statements be carefully weighed before we fall in with the sophistry of blind politicians. One fact must be plain, that New Zealand has about got to the end of her financial tether. [938,70,1199,403]
column-rule [632,70,633,1988]
lgb-text: The Local Government Bill has been read a first time in the House of Lords. [1542,179,1798,188]
otago-heading: OTAGO DOCK LOAN. [1601,535,1778,553]
harbor-heading: The Harbor Rate. [1612,625,1767,646]
column-rule [926,70,927,1988]
goods-text: The Goods, having been well bought, can be sold very reasonably, and the following articles will be found worthy of Special Attention:— [350,369,610,404]
departures-heading: DEPARTURES. [152,213,235,226]
mandeville-quote: "BRUTAL AND UNJUSTIFIABLE." [1594,334,1785,348]
horse-clippers-illustration [350,919,610,1142]
local-mails-text: For Waerengakuri, Tiniroto and Wairoa, every Monday, at 11 a.m., and arrive at Gisborne every Thursday, at 5 p.m. For Waimata Valley, every Monday, at 1.30 p.m., and arrive at Gisborne every Monday, at 10.30 a.m. For Makaraka, Waerenga-a-hika and Ormond, daily at 2.30 p.m., and arrive at Gisborne daily at 11 a.m. For Te Karaka and Whatatutu, every Tuesday at 7 p.m. For Tolaga Bay, Tokomaru, Tuparoa, Akuaku, Port Awanui and Waiapu Bay every Friday, at 7 p.m., and arrive at Gisborne every Thursday at 6 p.m. For Hick's Bay and Te Araroa every alternate Friday at 7 p.m., and arrive at Gisborne every alternate Thursday at 6 p.m. [64,411,324,528]
